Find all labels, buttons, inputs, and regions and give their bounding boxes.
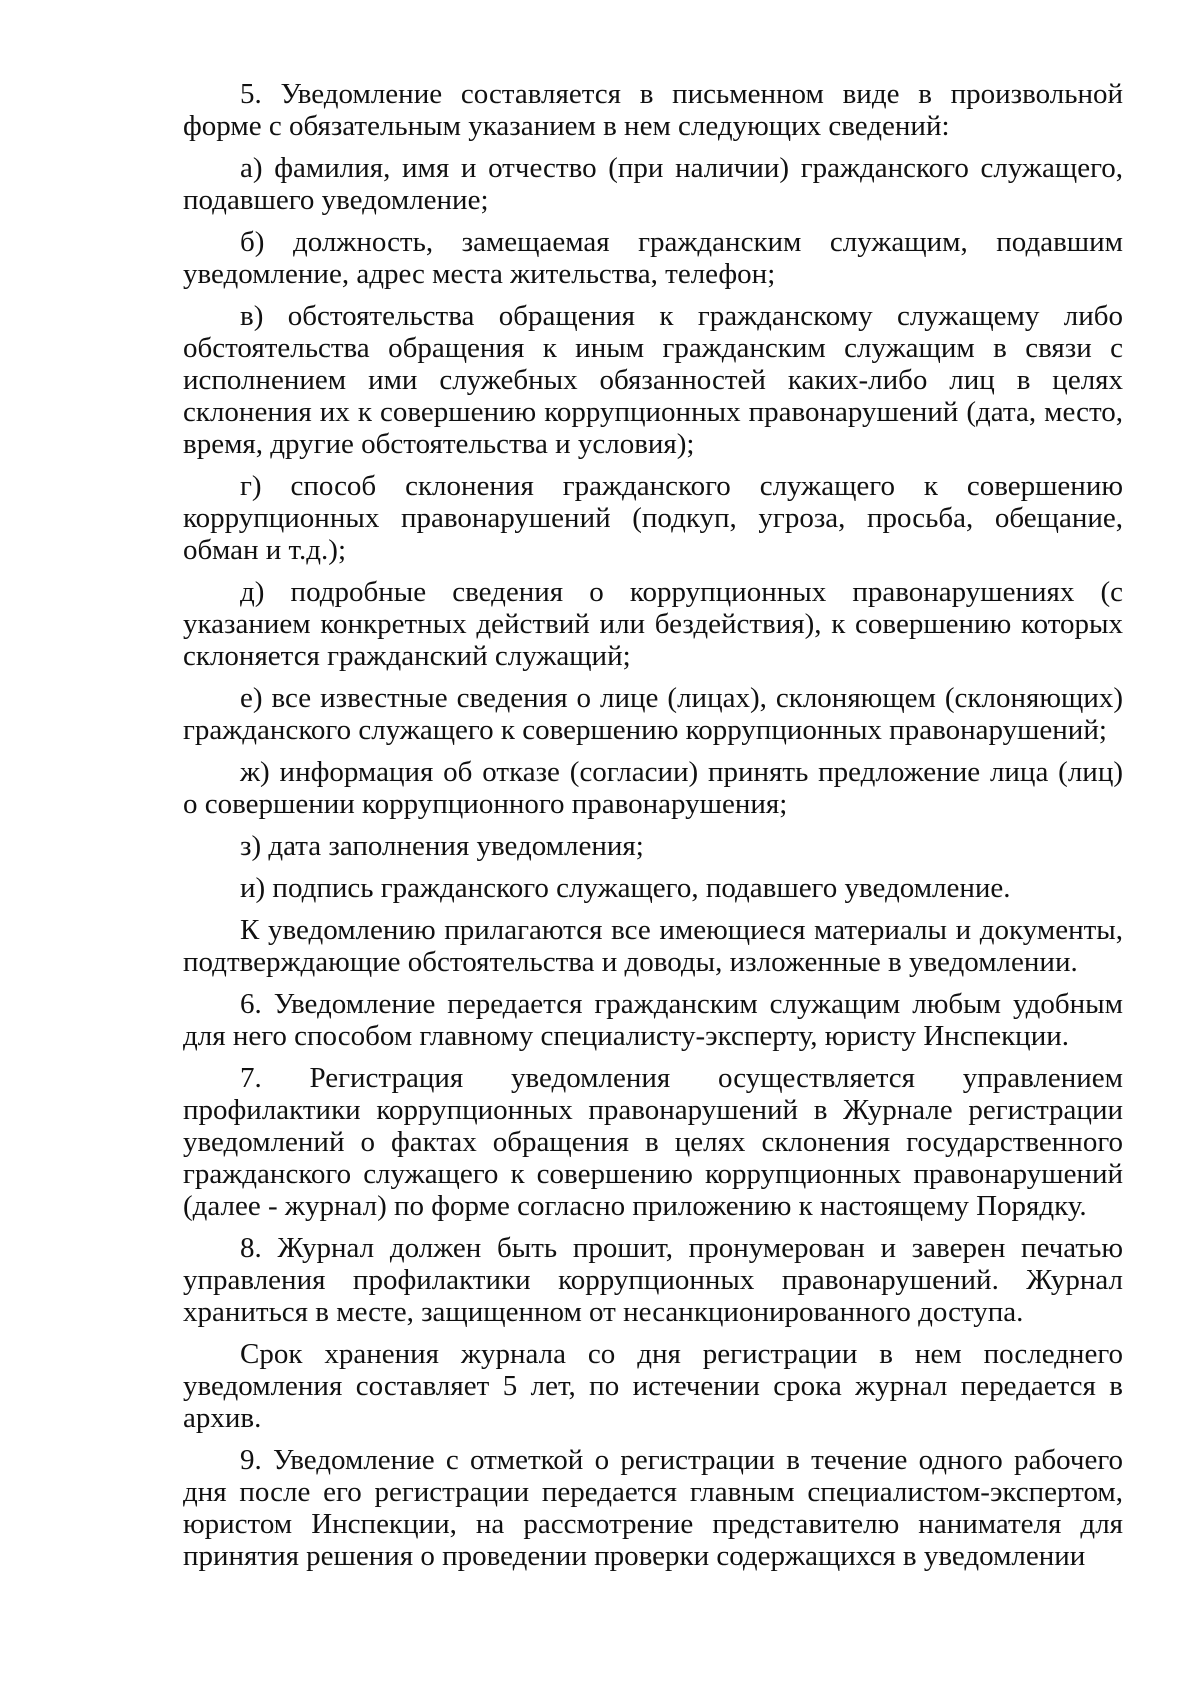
paragraph-5e: е) все известные сведения о лице (лицах), склоняющем (склоняющих) гражданского служащего к совершению коррупционных правонарушений;: [183, 682, 1123, 746]
paragraph-5: 5. Уведомление составляется в письменном виде в произвольной форме с обязательным указанием в нем следующих сведений:: [183, 78, 1123, 142]
paragraph-5g: г) способ склонения гражданского служащего к совершению коррупционных правонарушений (подкуп, угроза, просьба, обещание, обман и т.д.);: [183, 470, 1123, 566]
document-body: [183, 78, 1123, 1582]
paragraph-9: 9. Уведомление с отметкой о регистрации в течение одного рабочего дня после его регистрации передается главным специалистом-экспертом, юристом Инспекции, на рассмотрение представителю нанимателя для принятия решения о проведении проверки содержащихся в уведомлении: [183, 1444, 1123, 1572]
paragraph-5v: в) обстоятельства обращения к гражданскому служащему либо обстоятельства обращения к иным гражданским служащим в связи с исполнением ими служебных обязанностей каких-либо лиц в целях склонения их к совершению коррупционных правонарушений (дата, место, время, другие обстоятельства и условия);: [183, 300, 1123, 460]
paragraph-attachments: К уведомлению прилагаются все имеющиеся материалы и документы, подтверждающие обстоятельства и доводы, изложенные в уведомлении.: [183, 914, 1123, 978]
paragraph-5d: д) подробные сведения о коррупционных правонарушениях (с указанием конкретных действий или бездействия), к совершению которых склоняется гражданский служащий;: [183, 576, 1123, 672]
paragraph-5a: а) фамилия, имя и отчество (при наличии) гражданского служащего, подавшего уведомление;: [183, 152, 1123, 216]
paragraph-storage-term: Срок хранения журнала со дня регистрации в нем последнего уведомления составляет 5 лет, по истечении срока журнал передается в архив.: [183, 1338, 1123, 1434]
paragraph-5b: б) должность, замещаемая гражданским служащим, подавшим уведомление, адрес места жительства, телефон;: [183, 226, 1123, 290]
paragraph-5z: з) дата заполнения уведомления;: [240, 830, 644, 862]
paragraph-7: 7. Регистрация уведомления осуществляется управлением профилактики коррупционных правонарушений в Журнале регистрации уведомлений о фактах обращения в целях склонения государственного гражданского служащего к совершению коррупционных правонарушений (далее - журнал) по форме согласно приложению к настоящему Порядку.: [183, 1062, 1123, 1222]
paragraph-6: 6. Уведомление передается гражданским служащим любым удобным для него способом главному специалисту-эксперту, юристу Инспекции.: [183, 988, 1123, 1052]
paragraph-5i: и) подпись гражданского служащего, подавшего уведомление.: [240, 872, 1011, 904]
paragraph-5zh: ж) информация об отказе (согласии) принять предложение лица (лиц) о совершении коррупционного правонарушения;: [183, 756, 1123, 820]
paragraph-8: 8. Журнал должен быть прошит, пронумерован и заверен печатью управления профилактики коррупционных правонарушений. Журнал храниться в месте, защищенном от несанкционированного доступа.: [183, 1232, 1123, 1328]
